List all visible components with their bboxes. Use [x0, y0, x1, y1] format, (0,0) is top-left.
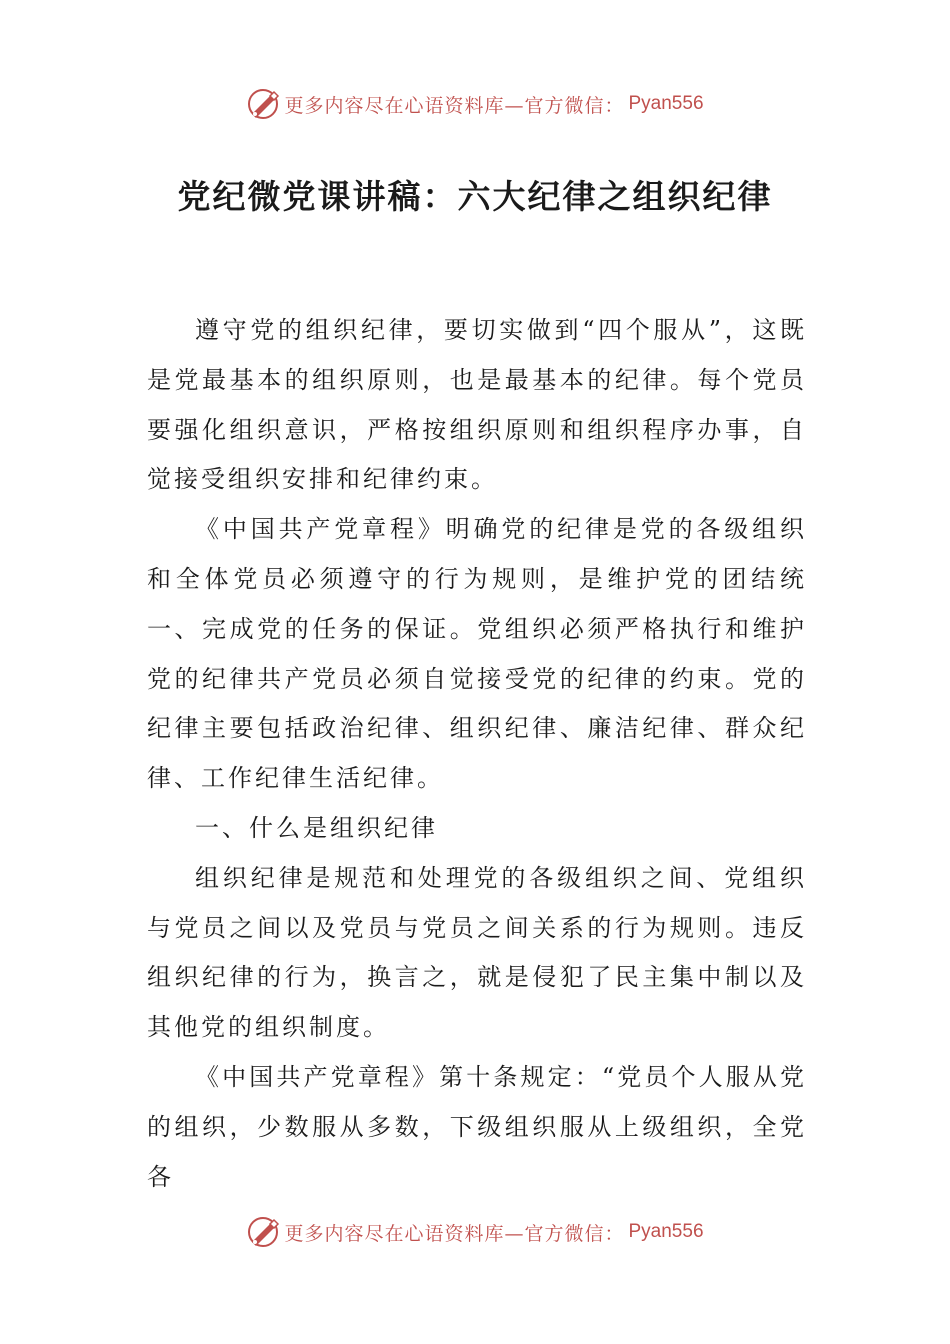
paragraph: 《中国共产党章程》明确党的纪律是党的各级组织和全体党员必须遵守的行为规则，是维护党的团结统一、完成党的任务的保证。党组织必须严格执行和维护党的纪律共产党员必须自觉接受党的纪律的约束。党的纪律主要包括政治纪律、组织纪律、廉洁纪律、群众纪律、工作纪律生活纪律。 [147, 515, 807, 793]
wechat-handle: Pyan556 [628, 93, 704, 114]
banner-text: 更多内容尽在心语资料库—官方微信： [284, 1222, 625, 1245]
footer-banner [0, 1212, 950, 1252]
wechat-handle: Pyan556 [628, 1221, 704, 1242]
paragraph: 组织纪律是规范和处理党的各级组织之间、党组织与党员之间以及党员与党员之间关系的行为规则。违反组织纪律的行为，换言之，就是侵犯了民主集中制以及其他党的组织制度。 [147, 863, 807, 1042]
document-body [147, 306, 807, 1202]
header-banner [0, 84, 950, 124]
document-title: 党纪微党课讲稿：六大纪律之组织纪律 [177, 177, 773, 216]
pen-circle-icon [246, 87, 280, 121]
banner-text: 更多内容尽在心语资料库—官方微信： [284, 94, 625, 117]
pen-circle-icon [246, 1215, 280, 1249]
paragraph: 遵守党的组织纪律，要切实做到“四个服从”，这既是党最基本的组织原则，也是最基本的纪律。每个党员要强化组织意识，严格按组织原则和组织程序办事，自觉接受组织安排和纪律约束。 [147, 316, 807, 494]
paragraph: 《中国共产党章程》第十条规定：“党员个人服从党的组织，少数服从多数，下级组织服从上级组织，全党各 [147, 1062, 807, 1191]
section-heading: 一、什么是组织纪律 [195, 813, 438, 842]
